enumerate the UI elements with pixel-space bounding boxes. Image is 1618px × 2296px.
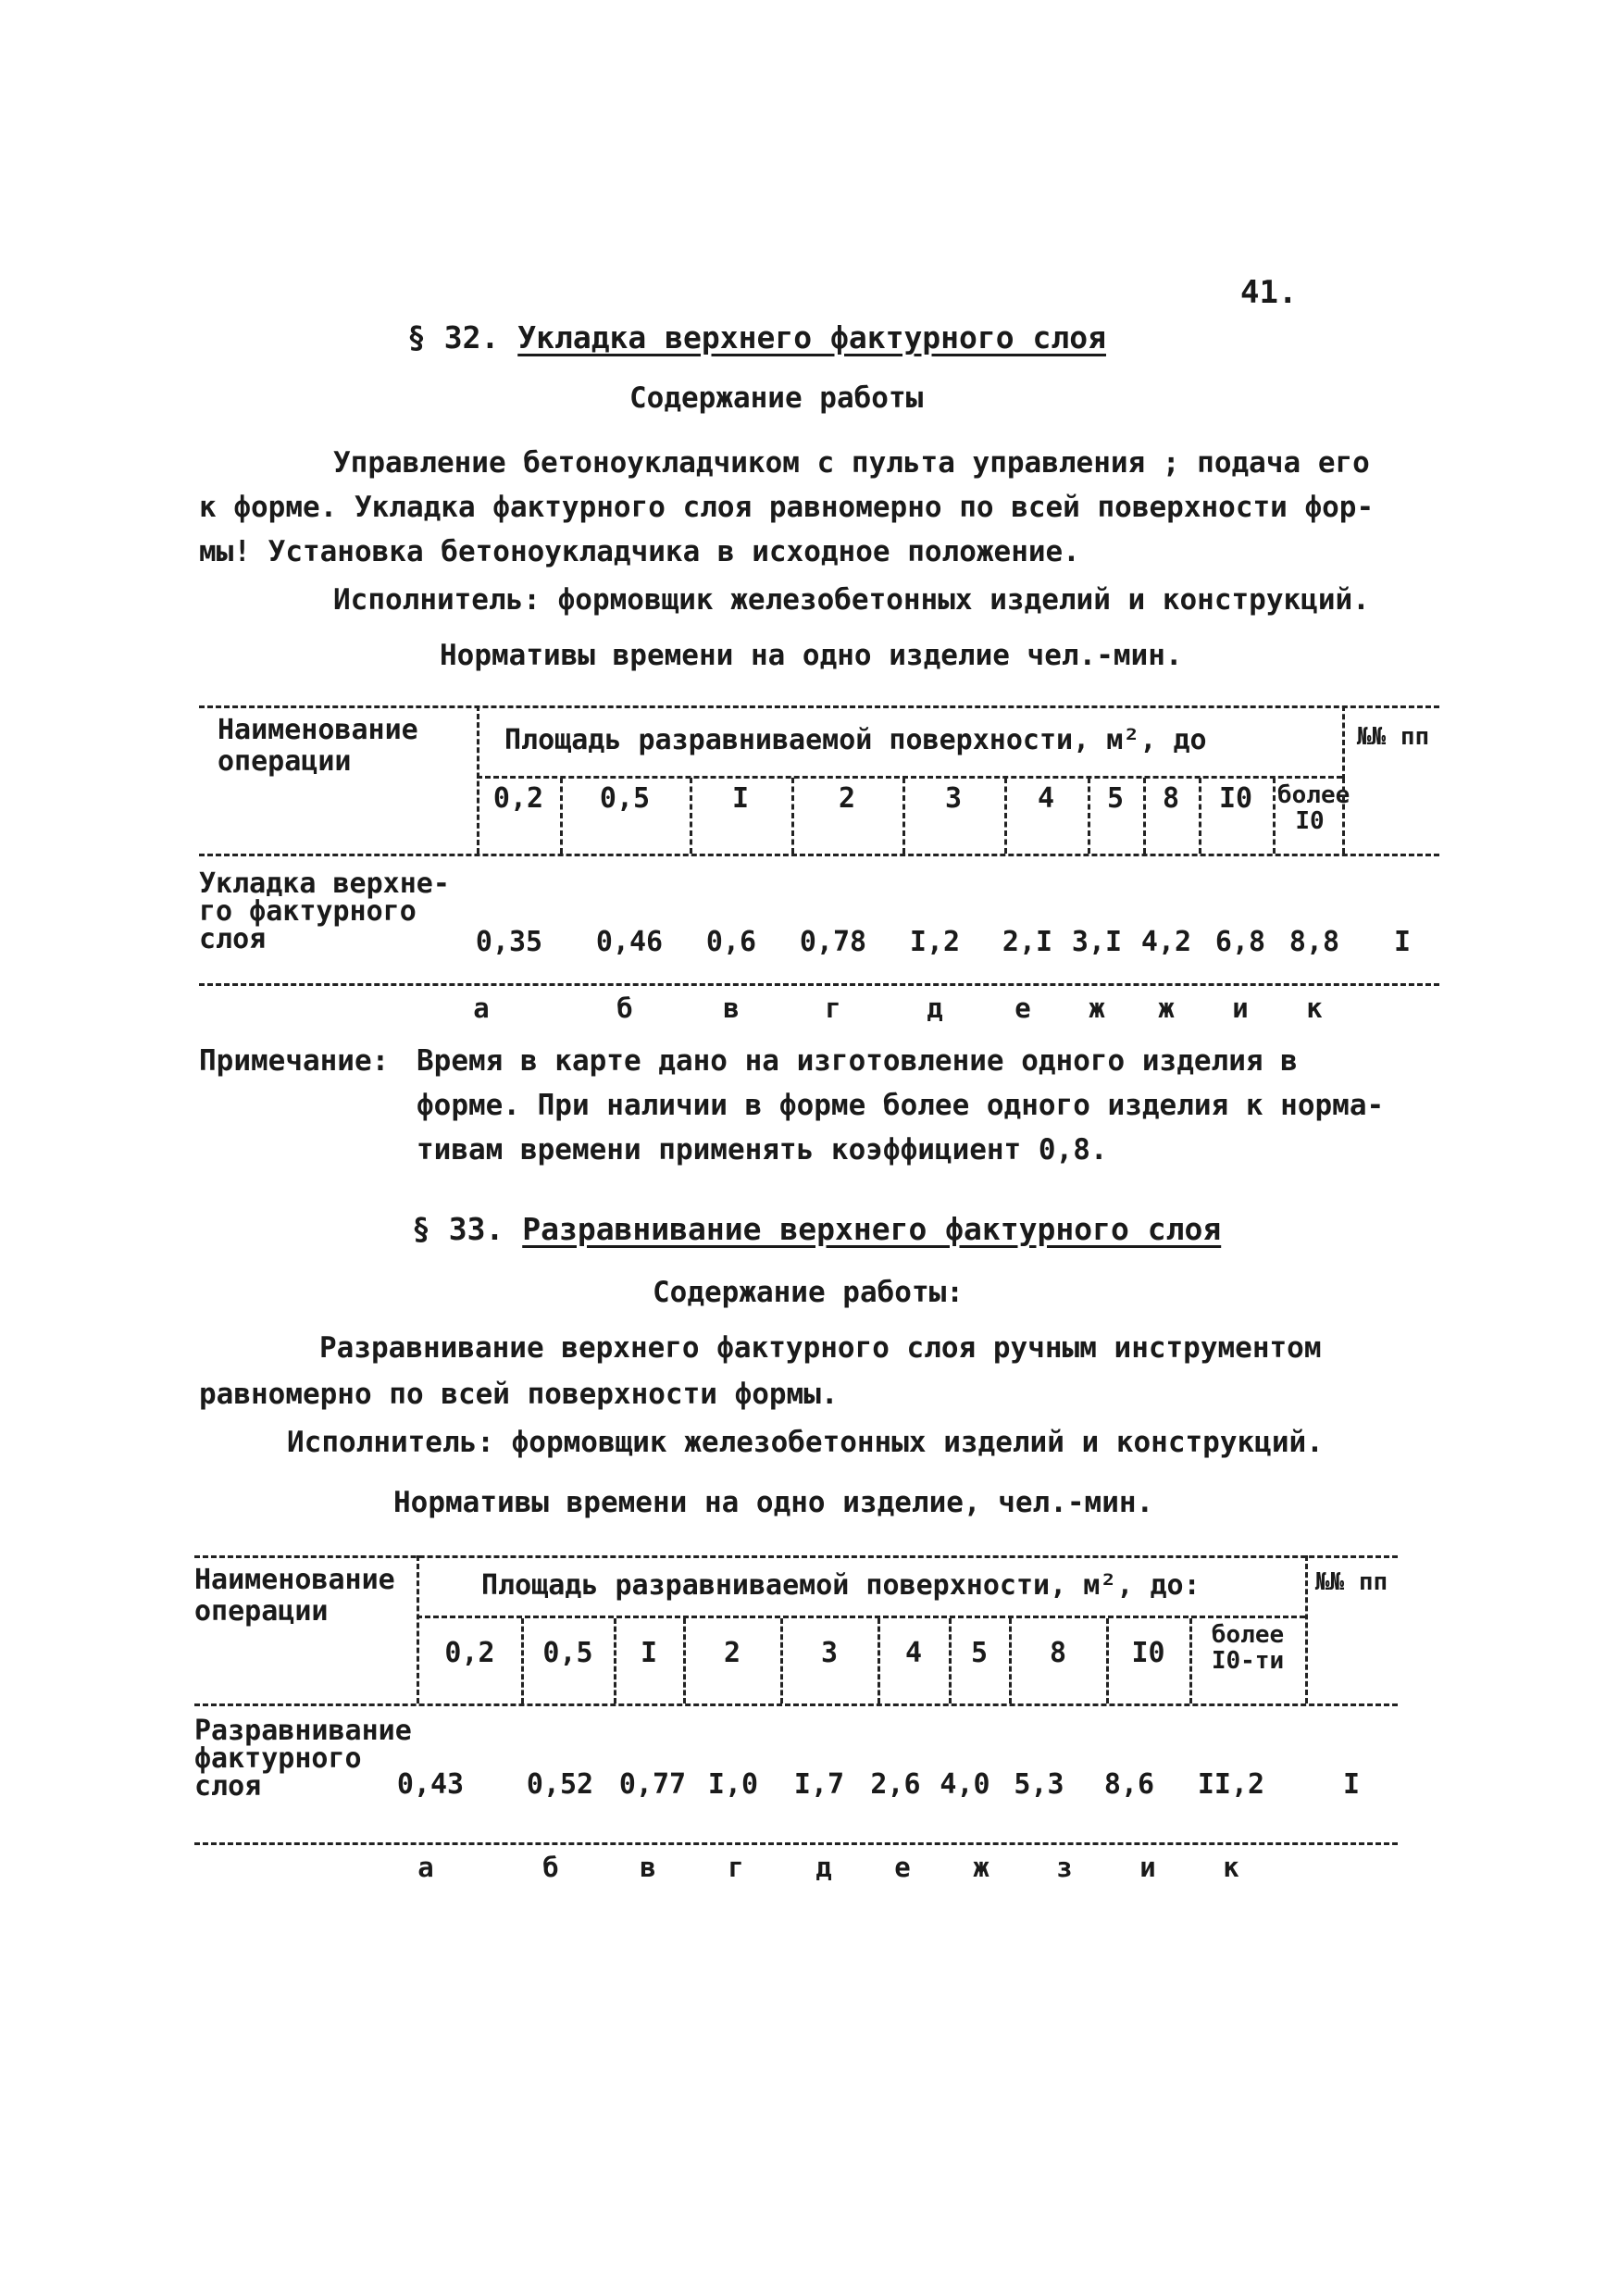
table-33-area-col: 0,2 bbox=[444, 1637, 495, 1669]
table-32-vrule bbox=[1342, 705, 1345, 780]
table-33-letter: г bbox=[728, 1852, 744, 1883]
table-32-value: 0,78 bbox=[799, 926, 867, 958]
table-33-letter: б bbox=[542, 1852, 559, 1883]
table-32-letter: и bbox=[1232, 992, 1249, 1024]
table-32-vrule bbox=[560, 778, 563, 854]
table-32-area-col: 8 bbox=[1162, 782, 1180, 815]
table-33-bottom-rule bbox=[194, 1842, 1398, 1845]
section-33-title-text: Разравнивание верхнего фактурного слоя bbox=[522, 1211, 1222, 1247]
table-32-area-col: I bbox=[731, 782, 750, 815]
table-33-value: 0,43 bbox=[396, 1768, 465, 1801]
table-32-value: 0,6 bbox=[705, 926, 757, 958]
table-33-area-col: 4 bbox=[904, 1637, 923, 1669]
table-32-vrule bbox=[791, 778, 794, 854]
table-32-vrule bbox=[1273, 778, 1276, 854]
table-32-value: 8,8 bbox=[1288, 926, 1340, 958]
table-32-value: 0,35 bbox=[475, 926, 543, 958]
table-32-area-col: 5 bbox=[1106, 782, 1125, 815]
table-33-value: 4,0 bbox=[940, 1768, 990, 1801]
section-33-content-line-1: Разравнивание верхнего фактурного слоя ручным инструментом bbox=[319, 1331, 1322, 1365]
table-33-top-rule bbox=[194, 1555, 1398, 1558]
table-32-letter: б bbox=[616, 992, 633, 1024]
table-32-value: 4,2 bbox=[1140, 926, 1192, 958]
section-32-norms-heading: Нормативы времени на одно изделие чел.-мин. bbox=[440, 639, 1183, 672]
table-32-letter: к bbox=[1306, 992, 1323, 1024]
table-32-col-area: Площадь разравниваемой поверхности, м², до bbox=[504, 724, 1207, 756]
table-32-value: I,2 bbox=[909, 926, 961, 958]
section-32-title bbox=[407, 319, 1106, 356]
table-33-header-bottom-rule bbox=[194, 1703, 1398, 1706]
table-33-operation: Разравнивание фактурного слоя bbox=[194, 1715, 412, 1803]
section-32-sign: § 32. bbox=[407, 319, 500, 356]
note-line-1: Время в карте дано на изготовление одного изделия в bbox=[417, 1044, 1298, 1078]
table-32-letter: ж bbox=[1158, 992, 1175, 1024]
table-32-vrule bbox=[690, 778, 692, 854]
table-32-vrule bbox=[477, 705, 479, 854]
section-33-content-heading: Содержание работы: bbox=[653, 1276, 964, 1309]
section-33-content-line-2: равномерно по всей поверхности формы. bbox=[199, 1378, 839, 1411]
table-33-value: 2,6 bbox=[870, 1768, 921, 1801]
table-33-col-num: №№ пп bbox=[1314, 1568, 1388, 1596]
table-32-vrule bbox=[902, 778, 905, 854]
table-33-area-col: 2 bbox=[723, 1637, 741, 1669]
table-32-letter: д bbox=[927, 992, 943, 1024]
table-33-value: I,7 bbox=[793, 1768, 845, 1801]
table-32-bottom-rule bbox=[199, 983, 1439, 986]
table-32-letter: ж bbox=[1089, 992, 1105, 1024]
table-33-area-col: 8 bbox=[1049, 1637, 1067, 1669]
page-number: 41. bbox=[1240, 274, 1298, 311]
table-33-area-col: 0,5 bbox=[542, 1637, 593, 1669]
table-33-subheader-rule bbox=[417, 1616, 1305, 1618]
table-32-area-col: 2 bbox=[838, 782, 856, 815]
section-32-content-line-2: к форме. Укладка фактурного слоя равномерно по всей поверхности фор- bbox=[199, 491, 1375, 524]
section-33-norms-heading: Нормативы времени на одно изделие, чел.-мин. bbox=[393, 1486, 1154, 1519]
section-33-title bbox=[412, 1211, 1221, 1247]
table-32-vrule bbox=[1004, 778, 1007, 854]
table-32-vrule bbox=[1342, 778, 1345, 854]
table-32-subheader-rule bbox=[477, 776, 1342, 779]
table-33-area-col: более I0-ти bbox=[1211, 1621, 1285, 1675]
table-33-letter: в bbox=[640, 1852, 656, 1883]
table-32-letter: г bbox=[825, 992, 841, 1024]
section-32-content-line-1: Управление бетоноукладчиком с пульта управления ; подача его bbox=[333, 446, 1370, 480]
table-33-value: II,2 bbox=[1197, 1768, 1265, 1801]
table-33-letter: к bbox=[1223, 1852, 1239, 1883]
table-32-area-col: 0,2 bbox=[492, 782, 544, 815]
table-32-vrule bbox=[1088, 778, 1090, 854]
table-33-row-num: I bbox=[1342, 1768, 1361, 1801]
table-32-area-col: I0 bbox=[1218, 782, 1253, 815]
table-32-area-col: 0,5 bbox=[599, 782, 651, 815]
note-label: Примечание: bbox=[199, 1044, 390, 1078]
table-33-letter: ж bbox=[973, 1852, 989, 1883]
table-33-area-col: I0 bbox=[1131, 1637, 1165, 1669]
table-32-letter: е bbox=[1014, 992, 1031, 1024]
table-33-letter: а bbox=[417, 1852, 434, 1883]
table-33-value: 8,6 bbox=[1103, 1768, 1155, 1801]
table-33-vrule bbox=[417, 1555, 419, 1703]
table-33-letter: д bbox=[815, 1852, 832, 1883]
section-32-content-heading: Содержание работы bbox=[629, 381, 924, 415]
note-line-2: форме. При наличии в форме более одного изделия к норма- bbox=[417, 1089, 1385, 1122]
section-33-executor: Исполнитель: формовщик железобетонных изделий и конструкций. bbox=[287, 1426, 1324, 1459]
table-33-area-col: I bbox=[640, 1637, 658, 1669]
table-32-value: 3,I bbox=[1071, 926, 1123, 958]
table-33-vrule bbox=[1305, 1555, 1308, 1703]
table-33-col-operation: Наименование операции bbox=[194, 1564, 395, 1628]
section-32-title-text: Укладка верхнего фактурного слоя bbox=[517, 319, 1106, 356]
table-32-area-col: 4 bbox=[1037, 782, 1055, 815]
table-32-top-rule bbox=[199, 705, 1439, 708]
table-32-area-col: более I0 bbox=[1277, 781, 1350, 835]
table-33-area-col: 5 bbox=[970, 1637, 989, 1669]
table-32-value: 0,46 bbox=[595, 926, 664, 958]
table-32-row-num: I bbox=[1393, 926, 1412, 958]
table-32-value: 6,8 bbox=[1214, 926, 1266, 958]
note-line-3: тивам времени применять коэффициент 0,8. bbox=[417, 1133, 1108, 1167]
table-32-header-bottom-rule bbox=[199, 854, 1439, 856]
table-32-value: 2,I bbox=[1002, 926, 1053, 958]
table-32-letter: в bbox=[723, 992, 740, 1024]
table-33-value: I,0 bbox=[707, 1768, 759, 1801]
table-32-letter: а bbox=[473, 992, 490, 1024]
table-32-col-operation: Наименование операции bbox=[218, 714, 418, 778]
table-33-letter: з bbox=[1056, 1852, 1073, 1883]
table-33-col-area: Площадь разравниваемой поверхности, м², до: bbox=[481, 1569, 1201, 1602]
table-32-col-num: №№ пп bbox=[1356, 723, 1430, 751]
table-33-letter: и bbox=[1139, 1852, 1156, 1883]
table-32-vrule bbox=[1199, 778, 1201, 854]
table-33-area-col: 3 bbox=[820, 1637, 839, 1669]
table-32-vrule bbox=[1143, 778, 1146, 854]
table-33-value: 5,3 bbox=[1014, 1768, 1064, 1801]
table-33-letter: е bbox=[894, 1852, 911, 1883]
table-32-area-col: 3 bbox=[944, 782, 963, 815]
table-33-value: 0,52 bbox=[526, 1768, 594, 1801]
table-33-value: 0,77 bbox=[618, 1768, 687, 1801]
section-33-sign: § 33. bbox=[412, 1211, 504, 1247]
section-32-content-line-3: мы! Установка бетоноукладчика в исходное положение. bbox=[199, 535, 1080, 568]
section-32-executor: Исполнитель: формовщик железобетонных изделий и конструкций. bbox=[333, 583, 1370, 617]
table-32-operation: Укладка верхне- го фактурного слоя bbox=[199, 867, 450, 955]
